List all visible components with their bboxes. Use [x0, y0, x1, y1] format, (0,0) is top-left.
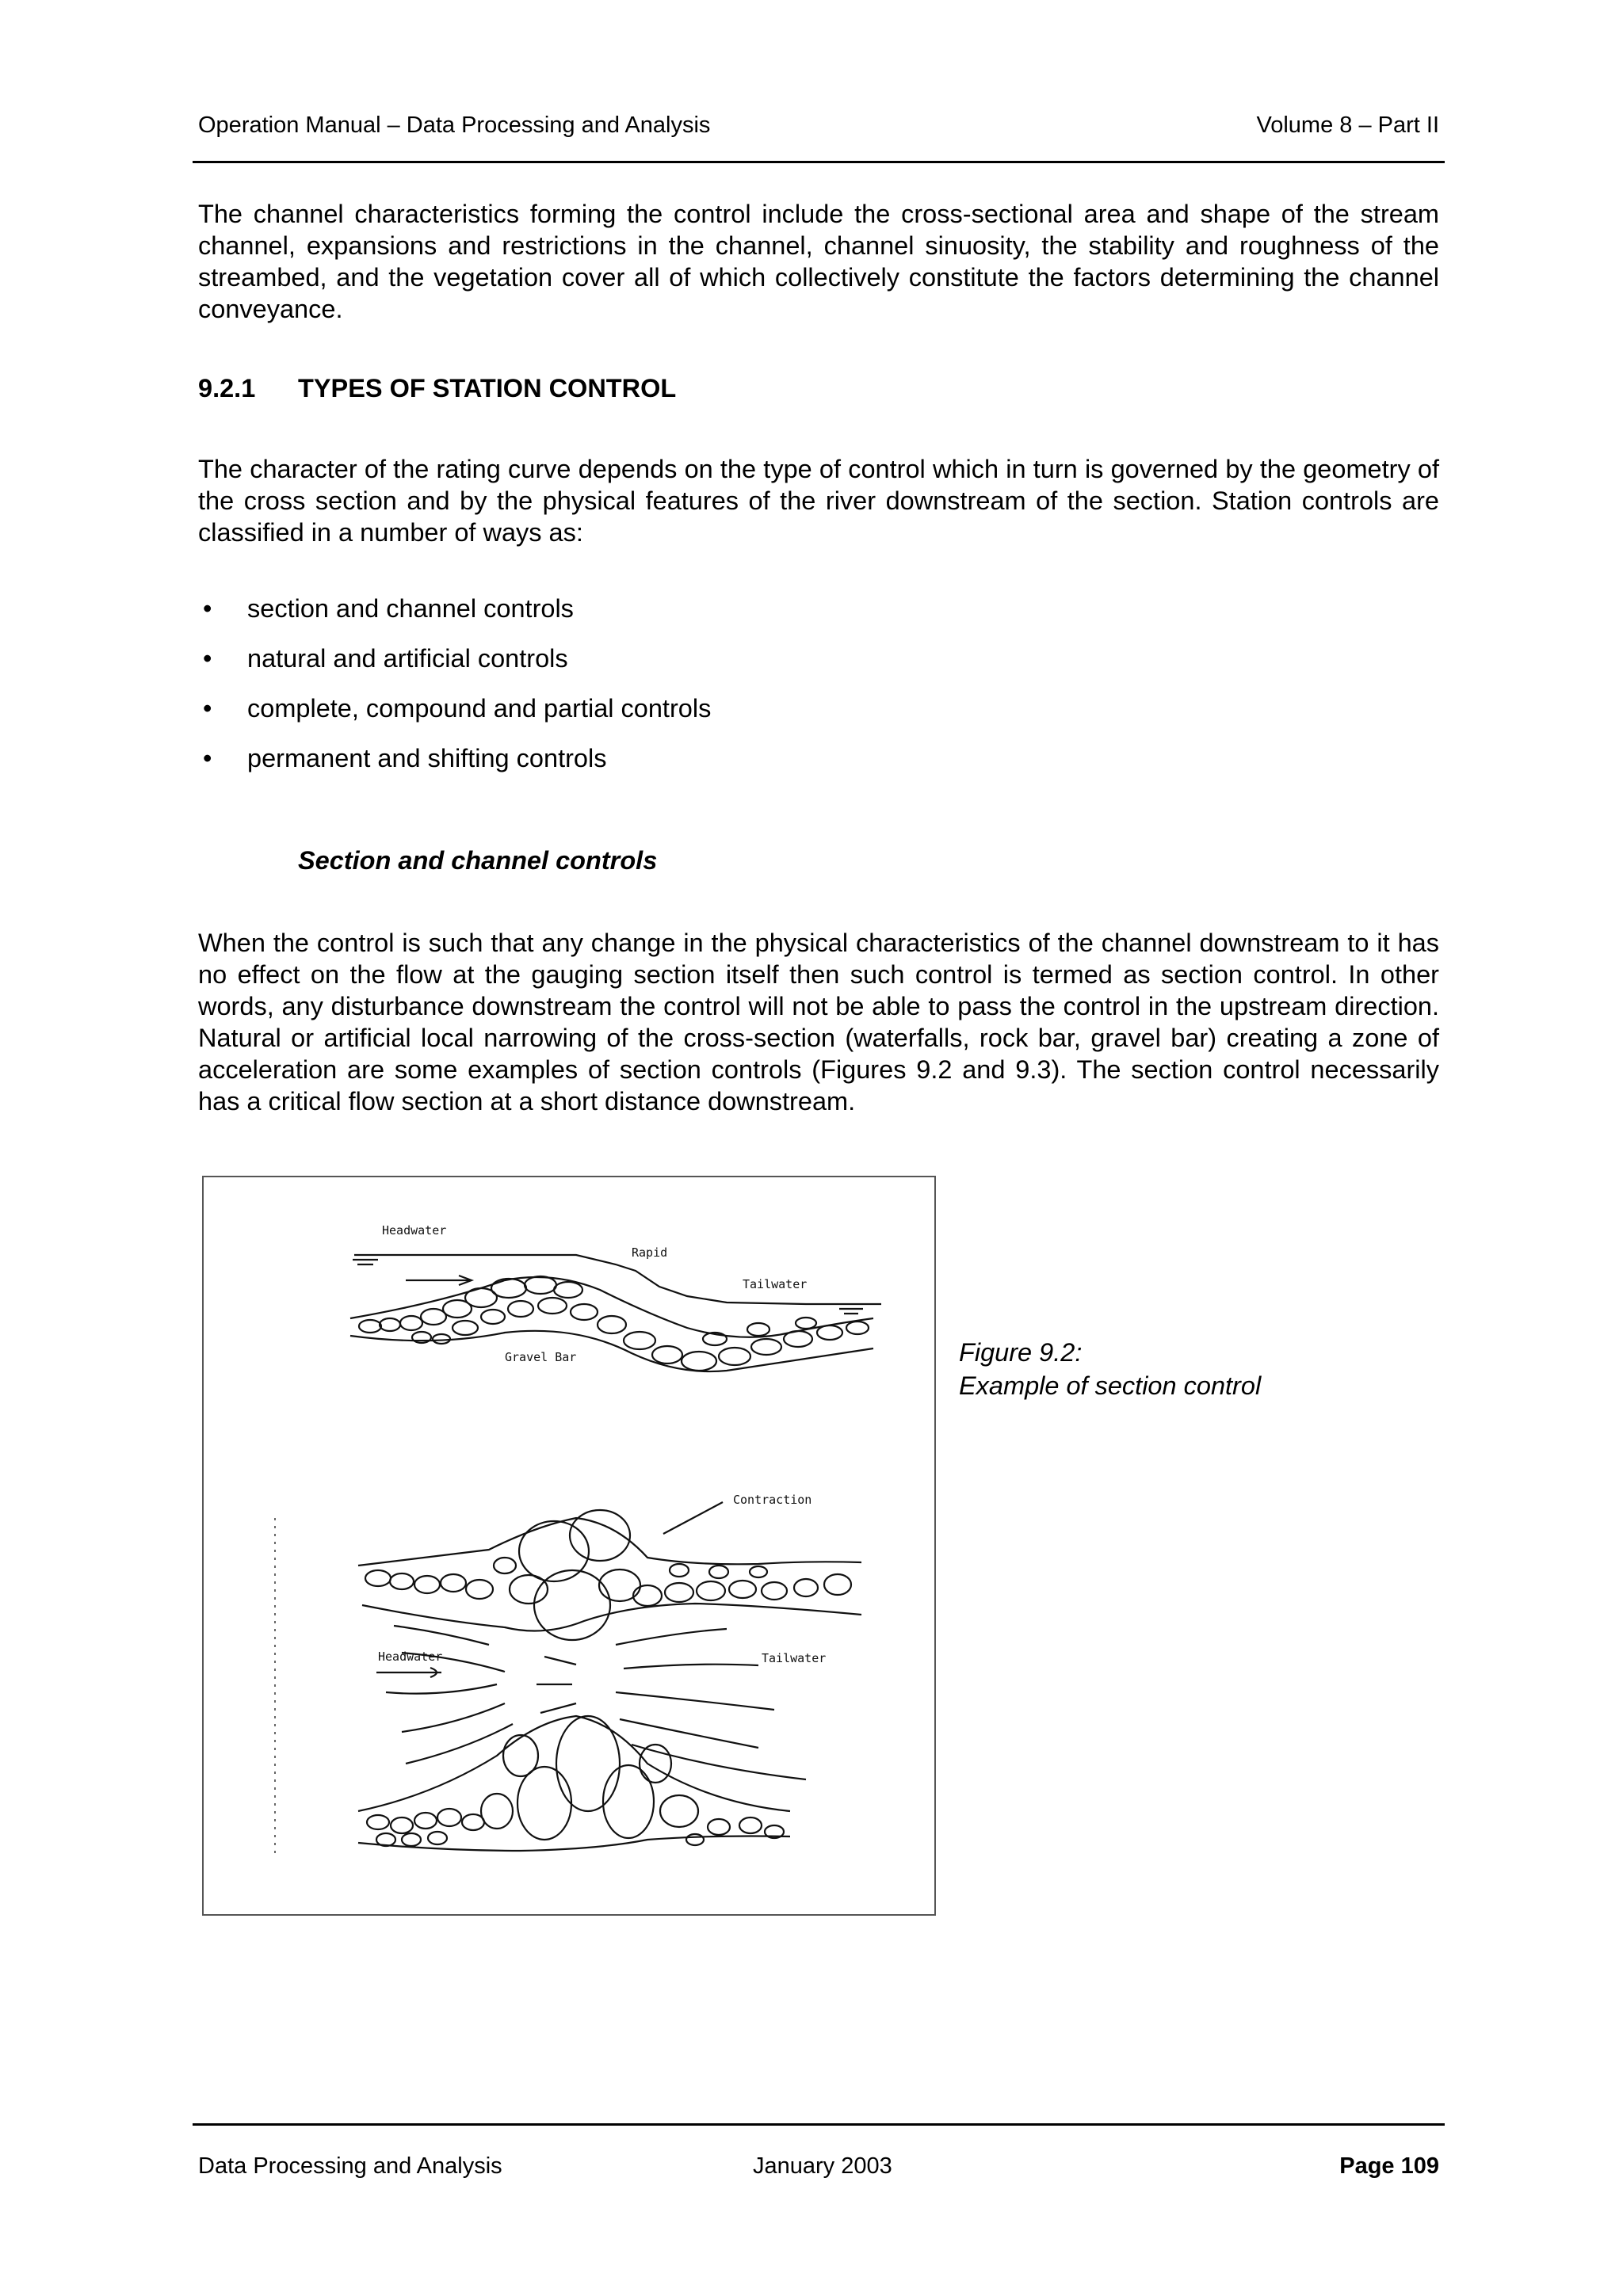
bullet-icon: • — [203, 594, 212, 623]
bullet-icon: • — [203, 744, 212, 772]
label-headwater-top: Headwater — [382, 1223, 447, 1238]
header-volume: Volume 8 – Part II — [1256, 113, 1439, 138]
header-rule — [193, 161, 1445, 163]
control-types-list — [198, 593, 711, 792]
section-heading — [198, 374, 676, 403]
list-item: • complete, compound and partial controls — [203, 694, 712, 723]
list-item: • section and channel controls — [203, 594, 574, 623]
footer-date: January 2003 — [753, 2153, 892, 2179]
section-number: 9.2.1 — [198, 374, 256, 402]
page-number: Page 109 — [1339, 2153, 1439, 2179]
section-control-sketch — [204, 1177, 934, 1914]
label-headwater-bottom: Headwater — [378, 1650, 443, 1664]
caption-figure-number: Figure 9.2: — [959, 1338, 1083, 1367]
paragraph-channel-characteristics: The channel characteristics forming the control include the cross-sectional area and shape of the stream channel, expansions and restrictions in the channel, channel sinuosity, the stability and roughness of the streambed, and the vegetation cover all of which collectively constitute the factors determining the channel conveyance. — [198, 200, 1439, 323]
label-contraction: Contraction — [733, 1493, 812, 1507]
caption-figure-title: Example of section control — [959, 1371, 1262, 1400]
paragraph-rating-curve: The character of the rating curve depends on the type of control which in turn is governed by the geometry of the cross section and by the physical features of the river downstream of the section. Station controls are classified in a number of ways as: — [198, 455, 1439, 547]
bullet-icon: • — [203, 644, 212, 673]
figure-section-control — [202, 1176, 936, 1916]
footer-rule — [193, 2123, 1445, 2126]
section-title: TYPES OF STATION CONTROL — [298, 374, 677, 402]
footer-title: Data Processing and Analysis — [198, 2153, 502, 2179]
figure-caption — [959, 1336, 1261, 1402]
list-item: • natural and artificial controls — [203, 644, 568, 673]
paragraph-section-control: When the control is such that any change in the physical characteristics of the channel downstream to it has no effect on the flow at the gauging section itself then such control is termed as section control. In other words, any disturbance downstream the control will not be able to pass the control in the upstream direction. Natural or artificial local narrowing of the cross-section (waterfalls, rock bar, gravel bar) creating a zone of acceleration are some examples of section controls (Figures 9.2 and 9.3). The section control necessarily has a critical flow section at a short distance downstream. — [198, 929, 1439, 1116]
subheading-section-channel-controls: Section and channel controls — [298, 846, 658, 875]
label-gravel-bar: Gravel Bar — [505, 1350, 577, 1364]
label-rapid: Rapid — [632, 1245, 668, 1260]
header-title: Operation Manual – Data Processing and Analysis — [198, 113, 711, 138]
label-tailwater-bottom: Tailwater — [762, 1651, 827, 1665]
bullet-icon: • — [203, 694, 212, 723]
label-tailwater-top: Tailwater — [743, 1277, 808, 1291]
list-item: • permanent and shifting controls — [203, 744, 607, 772]
